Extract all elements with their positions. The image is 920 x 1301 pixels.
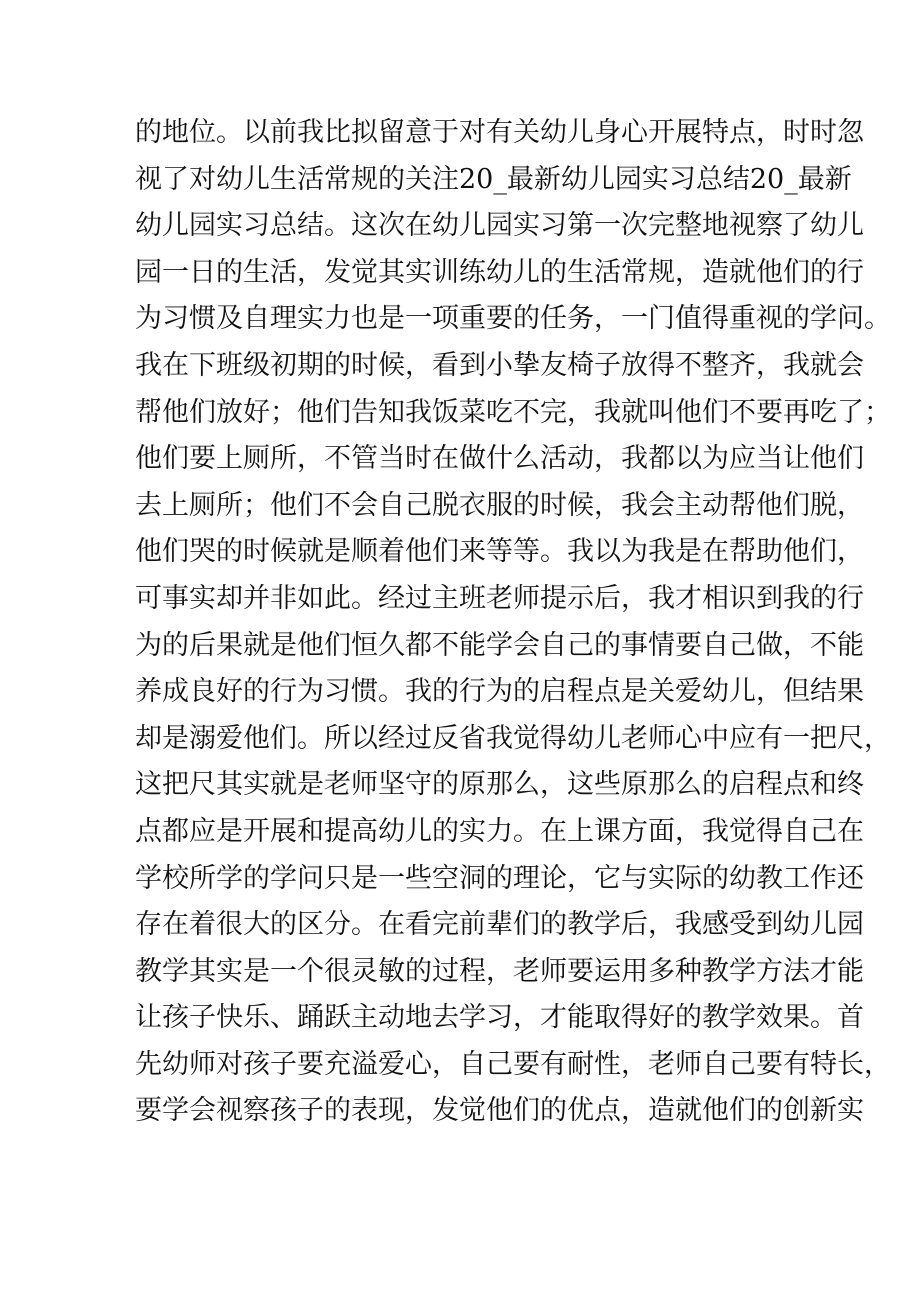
body-text: [135, 110, 891, 1135]
text-line: 园一日的生活，发觉其实训练幼儿的生活常规，造就他们的行: [135, 256, 864, 288]
text-line: 养成良好的行为习惯。我的行为的启程点是关爱幼儿，但结果: [135, 676, 864, 708]
text-line: 我在下班级初期的时候，看到小挚友椅子放得不整齐，我就会: [135, 349, 864, 381]
text-line: 学校所学的学问只是一些空洞的理论，它与实际的幼教工作还: [135, 862, 864, 894]
text-line: 却是溺爱他们。所以经过反省我觉得幼儿老师心中应有一把尺，: [135, 722, 891, 754]
text-line: 可事实却并非如此。经过主班老师提示后，我才相识到我的行: [135, 582, 864, 614]
text-line: 他们要上厕所，不管当时在做什么活动，我都以为应当让他们: [135, 443, 864, 475]
text-line: 要学会视察孩子的表现，发觉他们的优点，造就他们的创新实: [135, 1095, 864, 1127]
text-line: 他们哭的时候就是顺着他们来等等。我以为我是在帮助他们，: [135, 536, 864, 568]
text-line: 视了对幼儿生活常规的关注20_最新幼儿园实习总结20_最新: [135, 163, 852, 195]
text-line: 去上厕所；他们不会自己脱衣服的时候，我会主动帮他们脱，: [135, 489, 864, 521]
text-line: 让孩子快乐、踊跃主动地去学习，才能取得好的教学效果。首: [135, 1002, 864, 1034]
text-line: 帮他们放好；他们告知我饭菜吃不完，我就叫他们不要再吃了；: [135, 396, 891, 428]
text-line: 幼儿园实习总结。这次在幼儿园实习第一次完整地视察了幼儿: [135, 210, 864, 242]
text-line: 存在着很大的区分。在看完前辈们的教学后，我感受到幼儿园: [135, 909, 864, 941]
text-line: 为习惯及自理实力也是一项重要的任务，一门值得重视的学问。: [135, 303, 891, 335]
text-line: 的地位。以前我比拟留意于对有关幼儿身心开展特点，时时忽: [135, 117, 864, 148]
text-line: 先幼师对孩子要充溢爱心，自己要有耐性，老师自己要有特长，: [135, 1048, 891, 1080]
text-line: 为的后果就是他们恒久都不能学会自己的事情要自己做，不能: [135, 629, 864, 661]
text-line: 教学其实是一个很灵敏的过程，老师要运用多种教学方法才能: [135, 955, 864, 987]
text-line: 这把尺其实就是老师坚守的原那么，这些原那么的启程点和终: [135, 769, 864, 801]
text-line: 点都应是开展和提高幼儿的实力。在上课方面，我觉得自己在: [135, 815, 864, 847]
